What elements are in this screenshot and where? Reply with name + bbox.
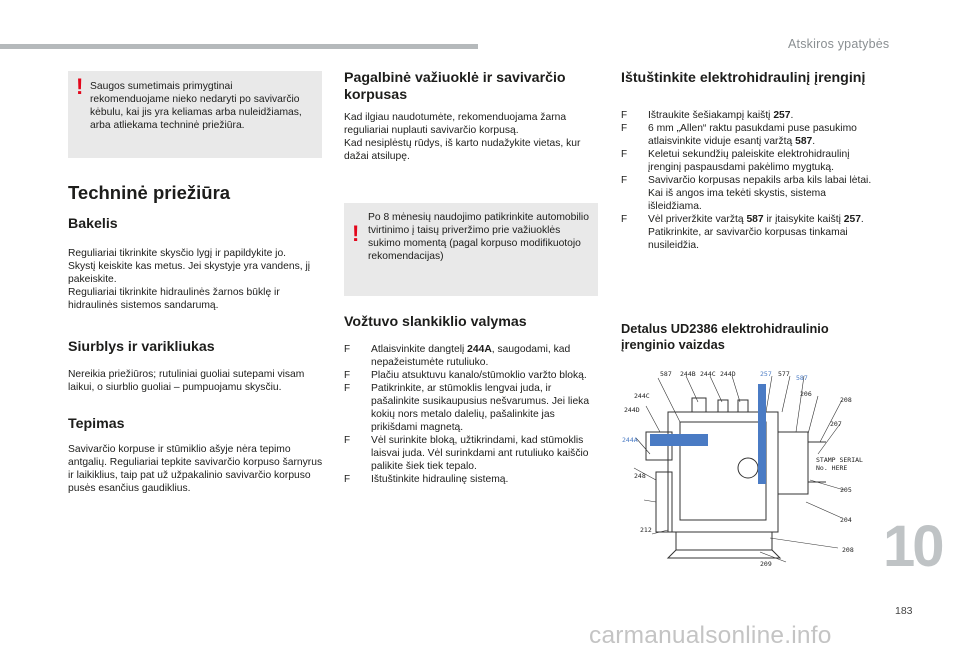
highlight-bolt-257 — [758, 384, 766, 484]
bullet-item — [621, 109, 873, 122]
bullet-item — [344, 473, 602, 486]
pump-tube — [656, 472, 672, 532]
top-fitting — [738, 400, 748, 412]
bullet-item — [344, 434, 602, 473]
page-title: Techninė priežiūra — [68, 182, 231, 203]
page-number: 183 — [895, 605, 913, 617]
bullet-text: , saugodami, kad nepažeistumėte rutuliuko. — [371, 344, 571, 368]
tepimas-line: Savivarčio korpuse ir stūmiklio ašyje nėra tepimo antgalių. Reguliariai tepkite savivarčio korpuso šarnyrus ir laikiklius, taip pat už užpakalinio savivarčio korpuso pusės esančius gaudiklius. — [68, 444, 323, 494]
bullet-item — [344, 343, 602, 369]
torque-warning-text: Po 8 mėnesių naudojimo patikrinkite automobilio tvirtinimo į taisų priveržimo prie važiuoklės sukimo momentą (pagal korpuso modifikuotojo rekomendacijas) — [368, 212, 589, 262]
svg-text:244A: 244A — [622, 436, 638, 444]
svg-text:209: 209 — [760, 560, 772, 568]
heading-istustinkite: Ištuštinkite elektrohidraulinį įrenginį — [621, 70, 866, 86]
svg-text:244B: 244B — [680, 370, 696, 378]
bullet-marker-icon: F — [621, 175, 628, 186]
unit-base — [676, 532, 772, 550]
part-reference: 587 — [746, 214, 764, 225]
bullet-text: Plačiu atsuktuvu kanalo/stūmoklio varžto bloką. — [371, 370, 587, 381]
bullet-item — [621, 174, 873, 213]
bullet-text: Vėl priveržkite varžtą — [648, 214, 747, 225]
bakelis-line: Reguliariai tikrinkite skysčio lygį ir papildykite jo. — [68, 248, 287, 259]
svg-text:206: 206 — [800, 390, 812, 398]
heading-diagram: Detalus UD2386 elektrohidraulinio įrenginio vaizdas — [621, 321, 829, 352]
svg-text:207: 207 — [830, 420, 842, 428]
svg-text:587: 587 — [796, 374, 808, 382]
heading-bakelis: Bakelis — [68, 216, 118, 232]
stamp-serial-label: STAMP SERIAL — [816, 456, 863, 464]
header-bar — [0, 44, 478, 49]
svg-text:244C: 244C — [634, 392, 650, 400]
bullet-item — [621, 213, 873, 252]
bullet-marker-icon: F — [344, 435, 351, 446]
bullet-marker-icon: F — [344, 344, 351, 355]
heading-vaziuokle: Pagalbinė važiuoklė ir savivarčio korpusas — [344, 70, 566, 103]
bakelis-line: Reguliariai tikrinkite hidraulinės žarnos būklę ir hidraulinės sistemos sandarumą. — [68, 287, 280, 311]
safety-warning-text: Saugos sumetimais primygtinai rekomenduojame nieko nedaryti po savivarčio kėbulu, kai jis yra keliamas arba nuleidžiamas, arba atliekama techninė priežiūra. — [90, 81, 302, 131]
heading-siurblys: Siurblys ir varikliukas — [68, 339, 215, 355]
bullet-text: Ištraukite šešiakampį kaištį — [648, 110, 774, 121]
bullet-text: . — [790, 110, 794, 121]
svg-text:248: 248 — [634, 472, 646, 480]
safety-warning-box — [68, 71, 322, 158]
bullet-marker-icon: F — [621, 149, 628, 160]
bullet-text: Vėl surinkite bloką, užtikrindami, kad stūmoklis laisvai juda. Vėl surinkdami ant rutuliuko kaiščio palikite šiek tiek tepalo. — [371, 435, 589, 472]
siurblys-line: Nereikia priežiūros; rutuliniai guoliai sutepami visam laikui, o siurblio guoliai – pumpuojamu skysčiu. — [68, 369, 305, 393]
svg-text:257: 257 — [760, 370, 772, 378]
part-reference: 587 — [795, 136, 813, 147]
svg-text:577: 577 — [778, 370, 790, 378]
svg-text:208: 208 — [842, 546, 854, 554]
drain-steps — [621, 109, 873, 252]
siurblys-text — [68, 368, 330, 394]
bullet-text: Keletui sekundžių paleiskite elektrohidraulinį įrenginį paspausdami pakėlimo mygtuką. — [648, 149, 850, 173]
bullet-text: . — [812, 136, 816, 147]
bullet-item — [344, 369, 602, 382]
top-fitting — [718, 400, 728, 412]
svg-text:204: 204 — [840, 516, 852, 524]
bakelis-line: Skystį keiskite kas metus. Jei skystyje yra vandens, jį pakeiskite. — [68, 261, 311, 285]
leader-lines — [634, 376, 844, 562]
svg-text:212: 212 — [640, 526, 652, 534]
top-fitting — [692, 398, 706, 412]
svg-text:208: 208 — [840, 396, 852, 404]
bullet-marker-icon: F — [621, 110, 628, 121]
bullet-item — [621, 148, 873, 174]
svg-text:244C: 244C — [700, 370, 716, 378]
section-title: Atskiros ypatybės — [788, 37, 890, 51]
torque-warning-box — [344, 203, 598, 296]
bullet-marker-icon: F — [344, 370, 351, 381]
watermark-link[interactable]: carmanualsonline.info — [589, 622, 832, 649]
vaziuokle-line: Kad ilgiau naudotumėte, rekomenduojama žarna reguliariai nuplauti savivarčio korpusą. — [344, 112, 567, 136]
vaziuokle-text — [344, 111, 602, 163]
part-reference: 257 — [843, 214, 861, 225]
bullet-marker-icon: F — [344, 383, 351, 394]
bullet-text: 6 mm „Allen“ raktu pasukdami puse pasukimo atlaisvinkite viduje esantį varžtą — [648, 123, 857, 147]
cylinder-block — [778, 432, 808, 494]
highlight-slider-244A — [650, 434, 708, 446]
vaziuokle-line: Kad nesiplėstų rūdys, iš karto nudažykite vietas, kur dažai atsilupę. — [344, 138, 581, 162]
tepimas-text — [68, 443, 326, 495]
valve-steps — [344, 343, 602, 486]
warning-exclamation-icon: ! — [352, 221, 360, 246]
bullet-text: Savivarčio korpusas nepakils arba kils labai lėtai. Kai iš angos ima tekėti skystis, sistema išleidžiama. — [648, 175, 872, 212]
warning-exclamation-icon: ! — [76, 74, 84, 99]
bullet-text: Patikrinkite, ar stūmoklis lengvai juda, ir pašalinkite susikaupusius nešvarumus. Jei lieka kokių nors metalo dalelių, pašalinkite jas prikišdami magnetą. — [371, 383, 590, 433]
svg-text:244D: 244D — [720, 370, 736, 378]
base-flange — [668, 550, 780, 558]
chapter-number: 10 — [883, 514, 942, 579]
heading-vozutvas: Vožtuvo slankiklio valymas — [344, 314, 527, 330]
bullet-marker-icon: F — [621, 214, 628, 225]
bullet-text: . Patikrinkite, ar savivarčio korpusas tinkamai nusileidžia. — [648, 214, 864, 251]
svg-text:587: 587 — [660, 370, 672, 378]
port-circle — [738, 458, 758, 478]
electrohydraulic-unit-diagram — [620, 362, 875, 569]
bullet-item — [621, 122, 873, 148]
svg-text:244D: 244D — [624, 406, 640, 414]
bullet-marker-icon: F — [621, 123, 628, 134]
bullet-item — [344, 382, 602, 434]
part-reference: 257 — [773, 110, 791, 121]
stamp-serial-label: No. HERE — [816, 464, 848, 472]
bullet-text: ir įtaisykite kaištį — [763, 214, 844, 225]
svg-text:205: 205 — [840, 486, 852, 494]
bullet-marker-icon: F — [344, 474, 351, 485]
heading-tepimas: Tepimas — [68, 416, 125, 432]
bullet-text: Ištuštinkite hidraulinę sistemą. — [371, 474, 509, 485]
part-reference: 244A — [467, 344, 492, 355]
bakelis-text — [68, 247, 330, 312]
bullet-text: Atlaisvinkite dangtelį — [371, 344, 468, 355]
